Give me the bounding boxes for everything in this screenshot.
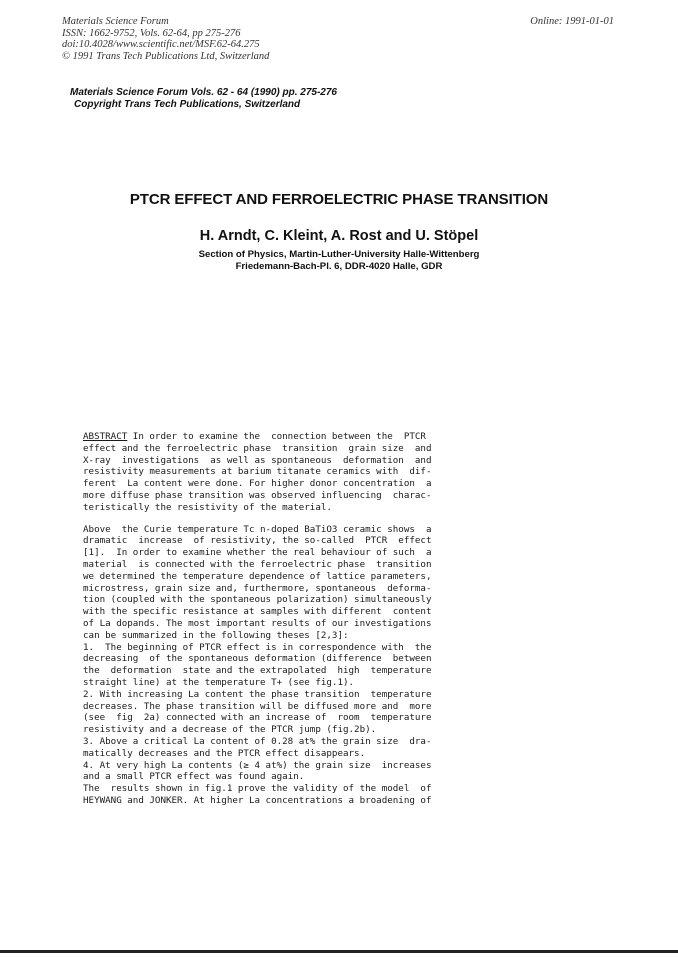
affiliation (0, 249, 678, 273)
body-line: tion (coupled with the spontaneous polarization) simultaneously (83, 594, 432, 606)
publication-header (62, 16, 269, 62)
abstract-line (83, 431, 583, 443)
abstract-label: ABSTRACT (83, 431, 128, 442)
body-line: straight line) at the temperature T+ (see fig.1). (83, 676, 355, 688)
header-line: ISSN: 1662-9752, Vols. 62-64, pp 275-276 (62, 27, 241, 39)
abstract-first-line: In order to examine the connection between the PTCR (127, 431, 426, 442)
affiliation-line: Friedemann-Bach-Pl. 6, DDR-4020 Halle, GDR (235, 261, 443, 272)
abstract-line: resistivity measurements at barium titanate ceramics with dif- (83, 466, 432, 478)
body-line: the deformation state and the extrapolated high temperature (83, 665, 432, 677)
body-line: Above the Curie temperature Tc n-doped BaTiO3 ceramic shows a (83, 523, 432, 535)
journal-citation-block (70, 87, 337, 111)
body-line: with the specific resistance at samples with different content (83, 606, 432, 618)
body-line: material is connected with the ferroelectric phase transition (83, 558, 432, 570)
body-line: we determined the temperature dependence of lattice parameters, (83, 570, 432, 582)
body-line: The results shown in fig.1 prove the validity of the model of (83, 783, 432, 795)
abstract-line: X-ray investigations as well as spontaneous deformation and (83, 454, 432, 466)
body-line: 3. Above a critical La content of 0.28 at% the grain size dra- (83, 735, 432, 747)
journal-citation: Materials Science Forum Vols. 62 - 64 (1990) pp. 275-276 (70, 87, 337, 98)
body-line: (see fig 2a) connected with an increase of room temperature (83, 712, 432, 724)
body-line: can be summarized in the following theses [2,3]: (83, 629, 349, 641)
paper-authors: H. Arndt, C. Kleint, A. Rost and U. Stöpel (199, 228, 479, 244)
paper-body (83, 431, 583, 807)
body-line: resistivity and a decrease of the PTCR jump (fig.2b). (83, 724, 377, 736)
body-line: and a small PTCR effect was found again. (83, 771, 305, 783)
body-line: HEYWANG and JONKER. At higher La concentrations a broadening of (83, 794, 432, 806)
page-bottom-rule (0, 950, 678, 953)
body-line: decreases. The phase transition will be diffused more and more (83, 700, 432, 712)
affiliation-line: Section of Physics, Martin-Luther-University Halle-Wittenberg (198, 249, 480, 260)
body-line: dramatic increase of resistivity, the so-called PTCR effect (83, 535, 432, 547)
body-line: [1]. In order to examine whether the real behaviour of such a (83, 547, 432, 559)
abstract-line: teristically the resistivity of the material. (83, 501, 332, 513)
paper-title: PTCR EFFECT AND FERROELECTRIC PHASE TRANSITION (129, 191, 549, 208)
body-line: decreasing of the spontaneous deformation (difference between (83, 653, 432, 665)
header-line: © 1991 Trans Tech Publications Ltd, Switzerland (62, 50, 270, 62)
abstract-line: more diffuse phase transition was observed influencing charac- (83, 489, 432, 501)
body-line: of La dopands. The most important results of our investigations (83, 617, 432, 629)
body-line: matically decreases and the PTCR effect disappears. (83, 747, 366, 759)
header-line: Materials Science Forum (62, 16, 169, 27)
journal-copyright: Copyright Trans Tech Publications, Switzerland (74, 99, 301, 110)
abstract-line: effect and the ferroelectric phase transition grain size and (83, 442, 432, 454)
header-line: doi:10.4028/www.scientific.net/MSF.62-64.275 (62, 39, 260, 51)
body-paragraph (83, 524, 583, 807)
body-line: 4. At very high La contents (≥ 4 at%) the grain size increases (83, 759, 432, 771)
body-line: microstress, grain size and, furthermore, spontaneous deforma- (83, 582, 432, 594)
body-line: 2. With increasing La content the phase transition temperature (83, 688, 432, 700)
body-line: 1. The beginning of PTCR effect is in correspondence with the (83, 641, 432, 653)
online-date: Online: 1991-01-01 (530, 16, 614, 27)
abstract-paragraph (83, 431, 583, 514)
abstract-line: ferent La content were done. For higher donor concentration a (83, 478, 432, 490)
